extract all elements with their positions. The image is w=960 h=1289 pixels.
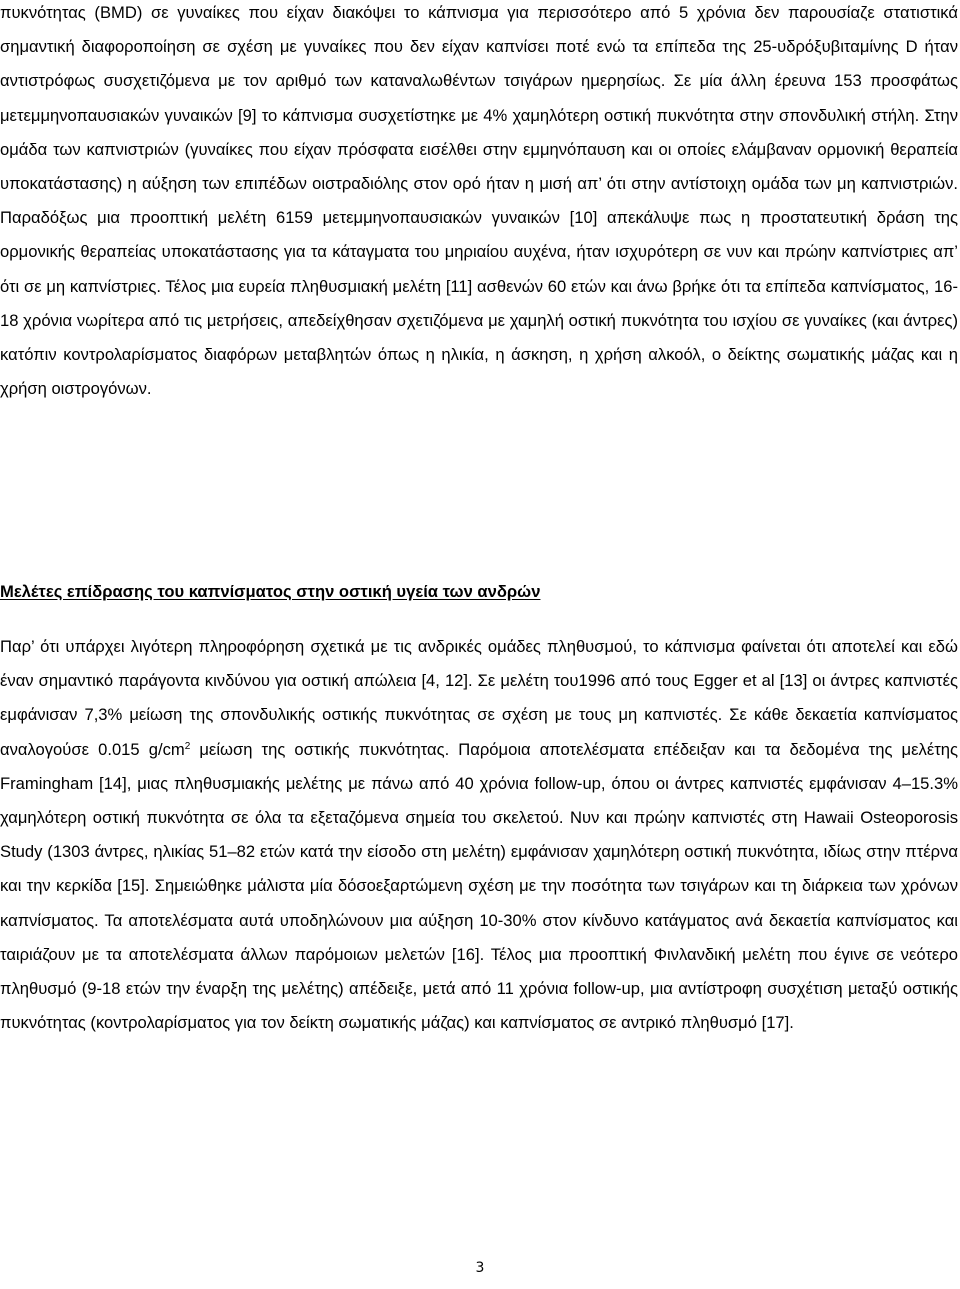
superscript-exponent: 2 <box>184 740 191 752</box>
body-paragraph-men-smoking <box>0 630 958 1040</box>
body-paragraph-women-smoking: πυκνότητας (BMD) σε γυναίκες που είχαν διακόψει το κάπνισμα για περισσότερο από 5 χρόνια δεν παρουσίαζε στατιστικά σημαντική διαφοροποίηση σε σχέση με γυναίκες που δεν είχαν καπνίσει ποτέ ενώ τα επίπεδα της 25-υδρόξυβιταμίνης D ήταν αντιστρόφως συσχετιζόμενα με τον αριθμό των καταναλωθέντων τσιγάρων ημερησίως. Σε μία άλλη έρευνα 153 προσφάτως μετεμμηνοπαυσιακών γυναικών [9] το κάπνισμα συσχετίστηκε με 4% χαμηλότερη οστική πυκνότητα στην σπονδυλική στήλη. Στην ομάδα των καπνιστριών (γυναίκες που είχαν πρόσφατα εισέλθει στην εμμηνόπαυση και οι οποίες ελάμβαναν ορμονική θεραπεία υποκατάστασης) η αύξηση των επιπέδων οιστραδιόλης στον ορό ήταν η μισή απ’ ότι στην αντίστοιχη ομάδα των μη καπνιστριών. Παραδόξως μια προοπτική μελέτη 6159 μετεμμηνοπαυσιακών γυναικών [10] απεκάλυψε πως η προστατευτική δράση της ορμονικής θεραπείας υποκατάστασης για τα κάταγματα του μηριαίου αυχένα, ήταν ισχυρότερη σε νυν και πρώην καπνίστριες απ’ ότι σε μη καπνίστριες. Τέλος μια ευρεία πληθυσμιακή μελέτη [11] ασθενών 60 ετών και άνω βρήκε ότι τα επίπεδα καπνίσματος, 16-18 χρόνια νωρίτερα από τις μετρήσεις, απεδείχθησαν σχετιζόμενα με χαμηλή οστική πυκνότητα του ισχίου σε γυναίκες (και άντρες) κατόπιν κοντρολαρίσματος διαφόρων μεταβλητών όπως η ηλικία, η άσκηση, η χρήση αλκοόλ, ο δείκτης σωματικής μάζας και η χρήση οιστρογόνων. <box>0 3 958 399</box>
paragraph-text-part-1: Παρ’ ότι υπάρχει λιγότερη πληροφόρηση σχετικά με τις ανδρικές ομάδες πληθυσμού, το κάπνισμα φαίνεται ότι αποτελεί και εδώ έναν σημαντικό παράγοντα κινδύνου για οστική απώλεια [4, 12]. Σε μελέτη του1996 από τους Egger et al [13] οι άντρες καπνιστές εμφάνισαν 7,3% μείωση της σπονδυλικής οστικής πυκνότητας σε σχέση με τους μη καπνιστές. Σε κάθε δεκαετία καπνίσματος αναλογούσε 0.015 g/cm <box>0 637 958 759</box>
section-heading: Μελέτες επίδρασης του καπνίσματος στην οστική υγεία των ανδρών <box>0 582 541 601</box>
page-number: 3 <box>475 1260 485 1276</box>
paragraph-text-part-2: μείωση της οστικής πυκνότητας. Παρόμοια αποτελέσματα επέδειξαν και τα δεδομένα της μελέτης Framingham [14], μιας πληθυσμιακής μελέτης με πάνω από 40 χρόνια follow-up, όπου οι άντρες καπνιστές εμφάνισαν 4–15.3% χαμηλότερη οστική πυκνότητα σε όλα τα εξεταζόμενα σημεία του σκελετού. Νυν και πρώην καπνιστές στη Hawaii Osteoporosis Study (1303 άντρες, ηλικίας 51–82 ετών κατά την είσοδο στη μελέτη) εμφάνισαν χαμηλότερη οστική πυκνότητα, ιδίως στην πτέρνα και την κερκίδα [15]. Σημειώθηκε μάλιστα μία δόσοεξαρτώμενη σχέση με την ποσότητα των τσιγάρων και τη διάρκεια των χρόνων καπνίσματος. Τα αποτελέσματα αυτά υποδηλώνουν μια αύξηση 10-30% στον κίνδυνο κατάγματος ανά δεκαετία καπνίσματος και ταιριάζουν με τα αποτελέσματα άλλων παρόμοιων μελετών [16]. Τέλος μια προοπτική Φινλανδική μελέτη που έγινε σε νεότερο πληθυσμό (9-18 ετών την έναρξη της μελέτης) απέδειξε, μετά από 11 χρόνια follow-up, μια αντίστροφη συσχέτιση μεταξύ οστικής πυκνότητας (κοντρολαρίσματος για τον δείκτη σωματικής μάζας) και καπνίσματος σε αντρικό πληθυσμό [17]. <box>0 739 958 1033</box>
